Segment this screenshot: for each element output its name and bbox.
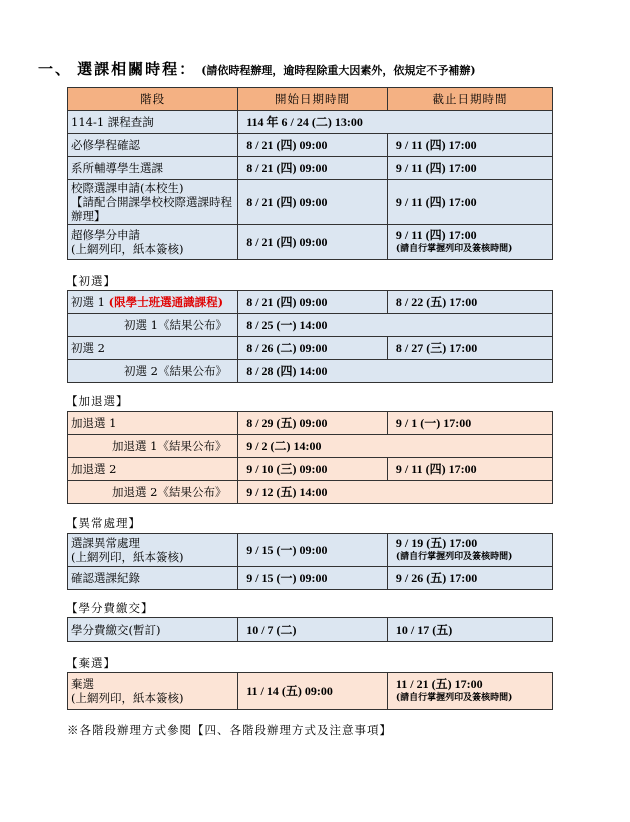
start-cell: 8 / 21 (四) 09:00 [238, 291, 388, 314]
end-cell [387, 673, 552, 710]
result-time-cell: 9 / 2 (二) 14:00 [238, 435, 553, 458]
stage-line1: 棄選 [71, 677, 94, 691]
start-cell: 9 / 15 (一) 09:00 [238, 567, 388, 590]
stage-line2: 【請配合開課學校校際選課時程辦理】 [71, 195, 232, 223]
end-cell: 9 / 26 (五) 17:00 [387, 567, 552, 590]
start-cell: 8 / 26 (二) 09:00 [238, 337, 388, 360]
table-row [68, 435, 553, 458]
header-end: 截止日期時間 [387, 88, 552, 111]
start-cell: 11 / 14 (五) 09:00 [238, 673, 388, 710]
section-label-exception: 【異常處理】 [66, 516, 141, 530]
initial-selection-table [67, 290, 553, 383]
end-time: 9 / 11 (四) 17:00 [395, 228, 477, 242]
end-note: (請自行掌握列印及簽核時間) [395, 244, 513, 254]
heading-title: 選課相關時程： [77, 60, 197, 78]
table-row [68, 534, 553, 567]
end-cell: 8 / 27 (三) 17:00 [387, 337, 552, 360]
start-cell: 114 年 6 / 24 (二) 13:00 [238, 111, 553, 134]
start-cell: 8 / 21 (四) 09:00 [238, 225, 388, 260]
heading-number: 一、 [38, 60, 73, 78]
header-start: 開始日期時間 [238, 88, 388, 111]
table-row [68, 337, 553, 360]
stage-cell [68, 673, 238, 710]
end-note: (請自行掌握列印及簽核時間) [395, 552, 513, 562]
table-header-row [68, 88, 553, 111]
adddrop-table [67, 411, 553, 504]
start-cell: 8 / 21 (四) 09:00 [238, 134, 388, 157]
stage-cell: 加退選 2《結果公布》 [68, 481, 238, 504]
end-cell: 9 / 11 (四) 17:00 [387, 157, 552, 180]
footnote: ※各階段辦理方式參閱【四、各階段辦理方式及注意事項】 [67, 723, 392, 737]
fee-table [67, 617, 553, 642]
table-row [68, 412, 553, 435]
section-label-initial: 【初選】 [66, 274, 116, 288]
stage-cell: 加退選 1 [68, 412, 238, 435]
table-row [68, 618, 553, 642]
stage-cell: 初選 2《結果公布》 [68, 360, 238, 383]
start-cell: 9 / 10 (三) 09:00 [238, 458, 388, 481]
start-cell: 8 / 21 (四) 09:00 [238, 180, 388, 225]
stage-label: 初選 1 [71, 295, 105, 309]
table-row [68, 458, 553, 481]
table-row [68, 567, 553, 590]
withdraw-table [67, 672, 553, 710]
stage-cell: 系所輔導學生選課 [68, 157, 238, 180]
stage-cell: 確認選課紀錄 [68, 567, 238, 590]
end-cell [387, 225, 552, 260]
table-row [68, 291, 553, 314]
stage-cell: 必修學程確認 [68, 134, 238, 157]
table-row [68, 673, 553, 710]
start-cell: 8 / 21 (四) 09:00 [238, 157, 388, 180]
table-row [68, 225, 553, 260]
stage-cell: 加退選 1《結果公布》 [68, 435, 238, 458]
section-label-withdraw: 【棄選】 [66, 656, 116, 670]
end-cell: 9 / 11 (四) 17:00 [387, 458, 552, 481]
section-label-adddrop: 【加退選】 [66, 394, 129, 408]
table-row [68, 134, 553, 157]
end-cell: 8 / 22 (五) 17:00 [387, 291, 552, 314]
start-cell: 10 / 7 (二) [238, 618, 388, 642]
result-time-cell: 9 / 12 (五) 14:00 [238, 481, 553, 504]
stage-line1: 超修學分申請 [71, 228, 140, 242]
end-cell: 9 / 11 (四) 17:00 [387, 180, 552, 225]
end-cell: 9 / 11 (四) 17:00 [387, 134, 552, 157]
stage-restriction-note: (限學士班選通識課程) [108, 295, 224, 309]
main-schedule-table [67, 87, 553, 260]
end-cell: 10 / 17 (五) [387, 618, 552, 642]
table-row [68, 481, 553, 504]
table-row [68, 111, 553, 134]
end-time: 9 / 19 (五) 17:00 [395, 536, 478, 550]
stage-cell: 學分費繳交(暫訂) [68, 618, 238, 642]
start-cell: 8 / 29 (五) 09:00 [238, 412, 388, 435]
table-row [68, 157, 553, 180]
stage-cell [68, 225, 238, 260]
stage-line1: 校際選課申請(本校生) [71, 181, 184, 195]
table-row [68, 360, 553, 383]
header-stage: 階段 [68, 88, 238, 111]
stage-cell [68, 291, 238, 314]
stage-line2: (上網列印，紙本簽核) [71, 550, 184, 564]
result-time-cell: 8 / 25 (一) 14:00 [238, 314, 553, 337]
table-row [68, 314, 553, 337]
end-time: 11 / 21 (五) 17:00 [395, 677, 483, 691]
stage-cell [68, 534, 238, 567]
stage-cell: 114-1 課程查詢 [68, 111, 238, 134]
stage-cell: 初選 1《結果公布》 [68, 314, 238, 337]
exception-table [67, 533, 553, 590]
result-time-cell: 8 / 28 (四) 14:00 [238, 360, 553, 383]
stage-cell: 初選 2 [68, 337, 238, 360]
table-row [68, 180, 553, 225]
stage-line2: (上網列印，紙本簽核) [71, 242, 184, 256]
start-cell: 9 / 15 (一) 09:00 [238, 534, 388, 567]
section-heading [38, 58, 608, 79]
stage-cell: 加退選 2 [68, 458, 238, 481]
stage-line1: 選課異常處理 [71, 536, 140, 550]
stage-line2: (上網列印，紙本簽核) [71, 691, 184, 705]
section-label-fee: 【學分費繳交】 [66, 601, 154, 615]
heading-note: (請依時程辦理，逾時程除重大因素外，依規定不予補辦) [201, 64, 476, 77]
end-cell [387, 534, 552, 567]
end-cell: 9 / 1 (一) 17:00 [387, 412, 552, 435]
end-note: (請自行掌握列印及簽核時間) [395, 693, 513, 703]
stage-cell [68, 180, 238, 225]
